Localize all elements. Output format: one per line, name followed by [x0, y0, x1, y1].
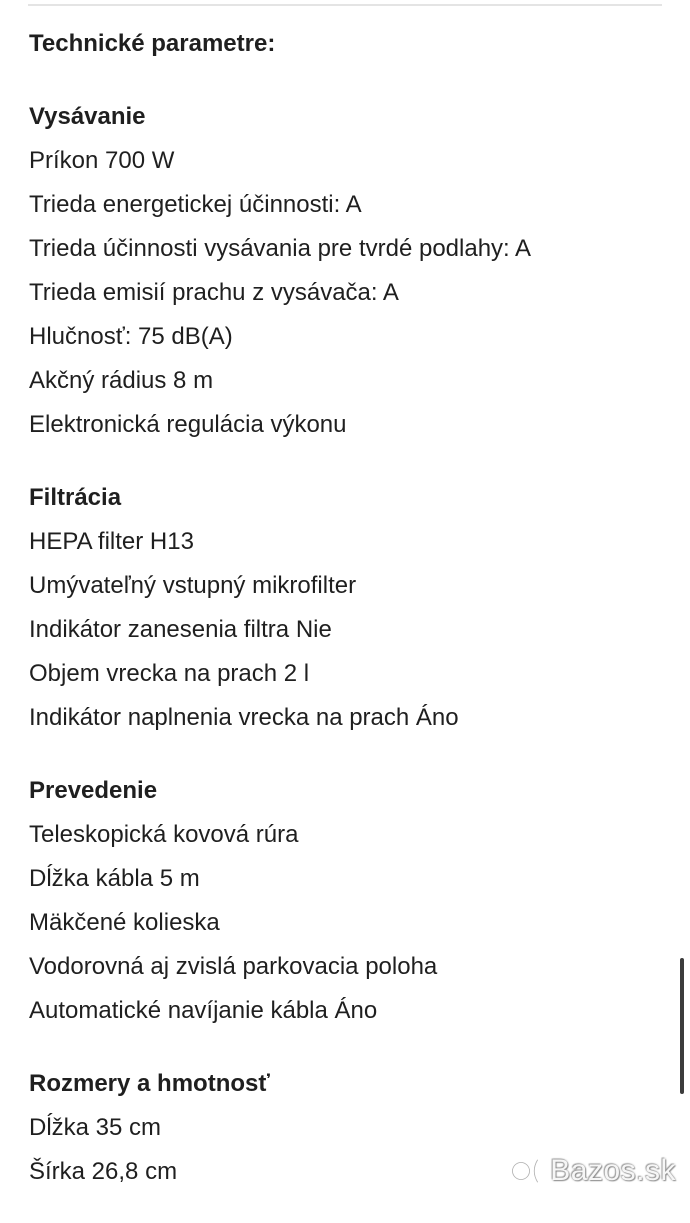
spec-line: Šírka 26,8 cm	[29, 1158, 178, 1185]
spec-line: Trieda účinnosti vysávania pre tvrdé podlahy: A	[29, 235, 532, 262]
spec-line: Trieda energetickej účinnosti: A	[29, 191, 362, 218]
spec-line: Dĺžka 35 cm	[29, 1114, 162, 1141]
section-heading: Rozmery a hmotnosť	[29, 1070, 270, 1097]
spec-line: Teleskopická kovová rúra	[29, 821, 299, 848]
section-heading: Filtrácia	[29, 484, 122, 511]
spec-line: Vodorovná aj zvislá parkovacia poloha	[29, 953, 438, 980]
spec-line: Objem vrecka na prach 2 l	[29, 660, 310, 687]
spec-document	[29, 22, 669, 1223]
spec-line: Automatické navíjanie kábla Áno	[29, 997, 378, 1024]
spec-line: Mäkčené kolieska	[29, 909, 220, 936]
spec-line: HEPA filter H13	[29, 528, 194, 555]
scrollbar-thumb[interactable]	[680, 958, 684, 1094]
spec-line: Dĺžka kábla 5 m	[29, 865, 200, 892]
spec-line: Indikátor naplnenia vrecka na prach Áno	[29, 704, 459, 731]
section-filtracia	[29, 476, 669, 740]
bazos-logo-icon	[508, 1156, 548, 1186]
spec-line: Príkon 700 W	[29, 147, 175, 174]
bazos-watermark	[508, 1154, 676, 1188]
spec-line: Hlučnosť: 75 dB(A)	[29, 323, 233, 350]
section-prevedenie	[29, 769, 669, 1033]
spec-line: Indikátor zanesenia filtra Nie	[29, 616, 332, 643]
section-vysavanie	[29, 95, 669, 447]
spec-line: Akčný rádius 8 m	[29, 367, 214, 394]
section-heading: Vysávanie	[29, 103, 146, 130]
watermark-text: Bazos.sk	[550, 1154, 676, 1187]
spec-line: Trieda emisií prachu z vysávača: A	[29, 279, 399, 306]
spec-line: Umývateľný vstupný mikrofilter	[29, 572, 357, 599]
section-heading: Prevedenie	[29, 777, 158, 804]
document-title: Technické parametre:	[29, 30, 276, 57]
top-divider	[28, 0, 662, 6]
spec-line: Elektronická regulácia výkonu	[29, 411, 347, 438]
